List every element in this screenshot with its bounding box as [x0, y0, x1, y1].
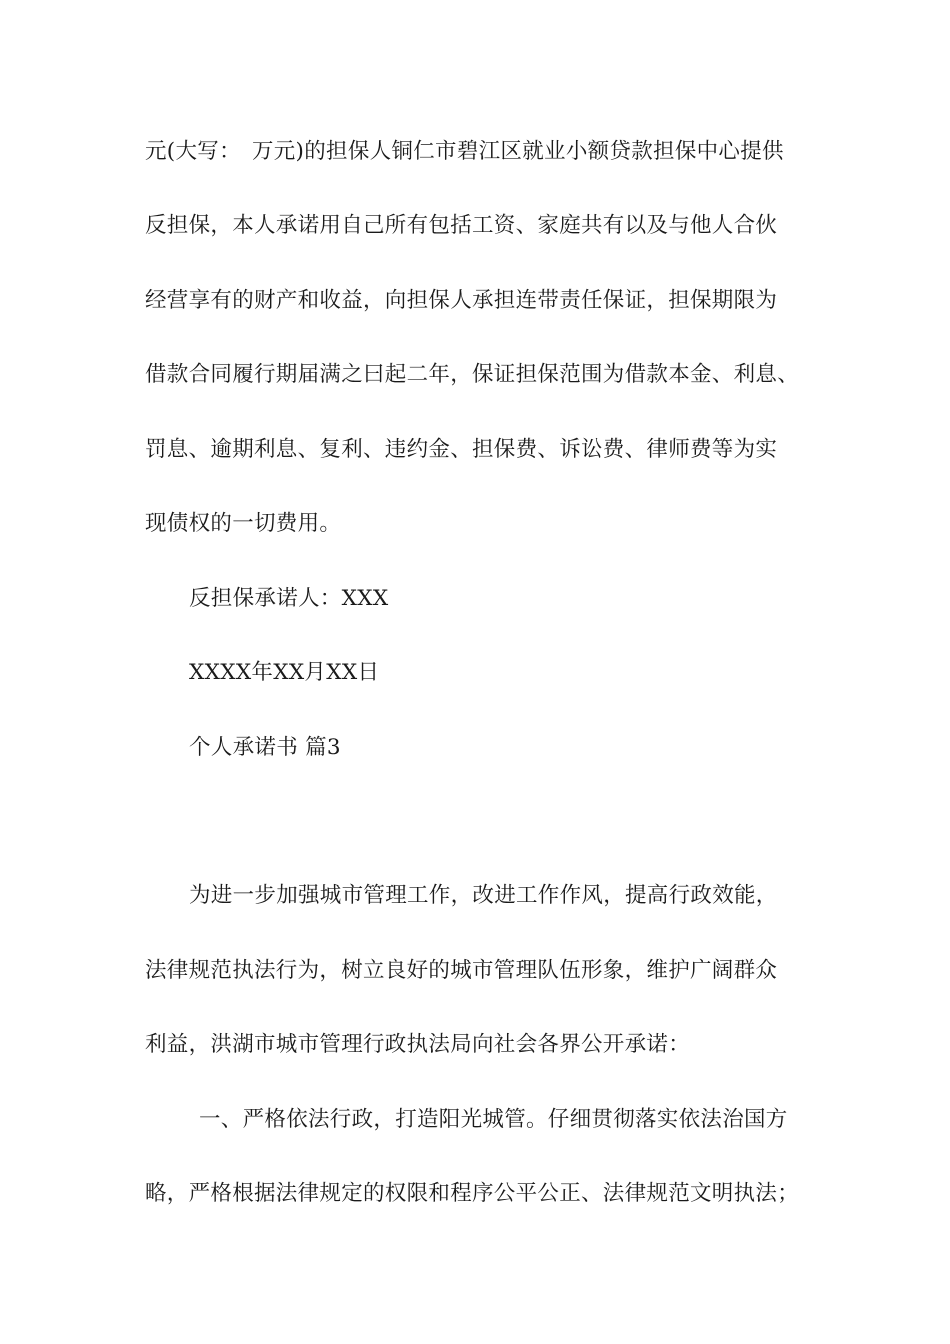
date-line: XXXX年XX月XX日 [189, 660, 380, 685]
body-text-line: 现债权的一切费用。 [145, 511, 342, 536]
body-text-line: 反担保，本人承诺用自己所有包括工资、家庭共有以及与他人合伙 [145, 213, 778, 238]
body-text-line: 利益，洪湖市城市管理行政执法局向社会各界公开承诺： [145, 1032, 691, 1057]
section-heading: 个人承诺书 篇3 [189, 735, 341, 760]
body-text-line: 经营享有的财产和收益，向担保人承担连带责任保证，担保期限为 [145, 288, 778, 313]
body-text-line: 略，严格根据法律规定的权限和程序公平公正、法律规范文明执法； [145, 1181, 800, 1206]
body-text-line: 一、严格依法行政，打造阳光城管。仔细贯彻落实依法治国方 [199, 1107, 788, 1132]
body-text-line: 法律规范执法行为，树立良好的城市管理队伍形象，维护广阔群众 [145, 958, 778, 983]
body-text-line: 借款合同履行期届满之曰起二年，保证担保范围为借款本金、利息、 [145, 362, 800, 387]
body-text-line: 为进一步加强城市管理工作，改进工作作风，提高行政效能， [189, 883, 778, 908]
body-text-line: 元(大写： 万元)的担保人铜仁市碧江区就业小额贷款担保中心提供 [145, 139, 784, 164]
body-text-line: 罚息、逾期利息、复利、违约金、担保费、诉讼费、律师费等为实 [145, 437, 778, 462]
signer-line: 反担保承诺人：XXX [189, 586, 389, 611]
